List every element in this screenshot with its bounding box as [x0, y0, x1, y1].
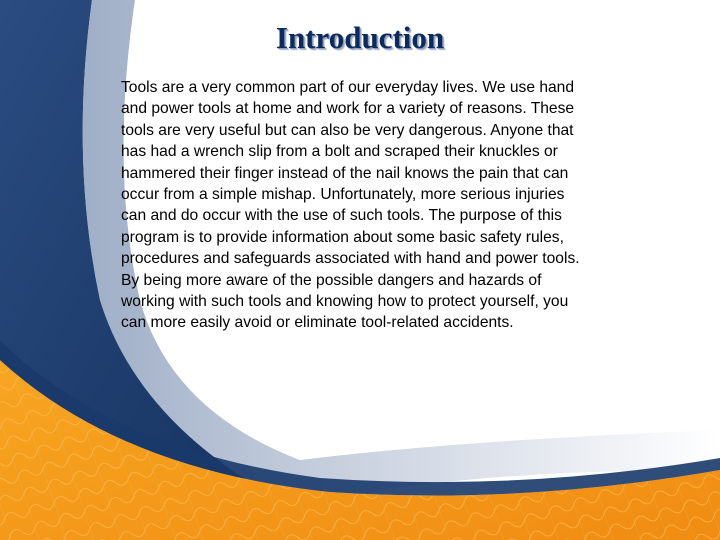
slide-title: Introduction: [275, 20, 445, 55]
introduction-paragraph: Tools are a very common part of our everyday lives. We use hand and power tools at home and work for a variety of reasons. These tools are very useful but can also be very dangerous. Anyone that has had a wrench slip from a bolt and scraped their knuckles or hammered their finger instead of the nail knows the pain that can occur from a simple mishap. Unfortunately, more serious injuries can and do occur with the use of such tools. The purpose of this program is to provide information about some basic safety rules, procedures and safeguards associated with hand and power tools. By being more aware of the possible dangers and hazards of working with such tools and knowing how to protect yourself, you can more easily avoid or eliminate tool-related accidents.: [121, 79, 580, 332]
